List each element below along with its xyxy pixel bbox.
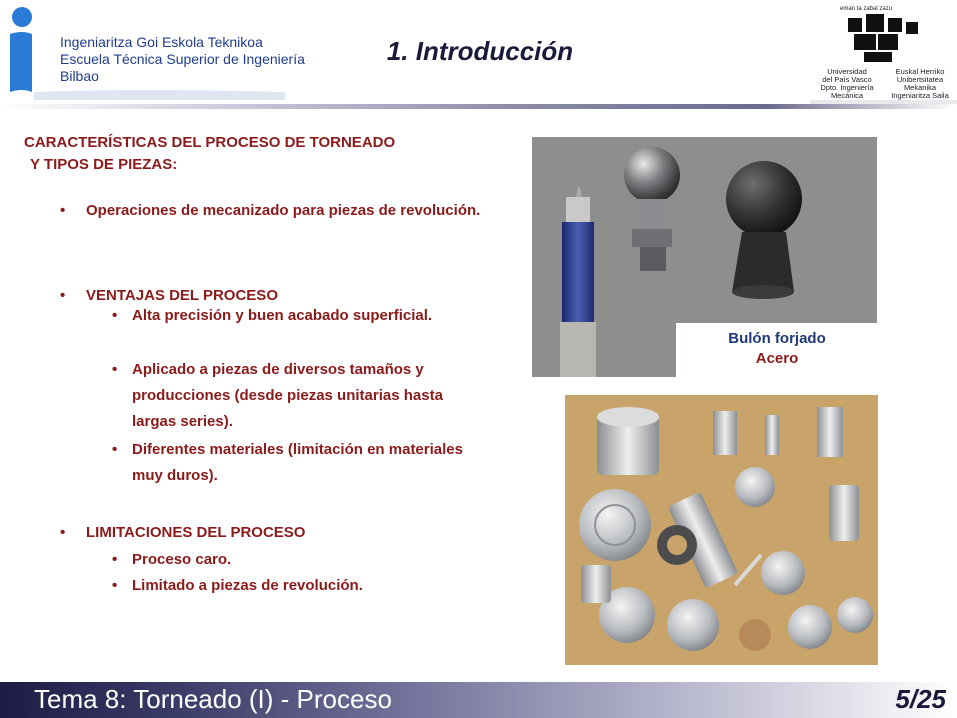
dept-line: Unibertsitatea xyxy=(896,75,944,84)
dept-line: Euskal Herriko xyxy=(895,67,945,76)
dept-line: Dpto. Ingeniería xyxy=(820,83,874,92)
school-name-line: Escuela Técnica Superior de Ingeniería xyxy=(60,51,305,67)
turned-parts-illustration xyxy=(565,395,878,665)
section-heading-line: CARACTERÍSTICAS DEL PROCESO DE TORNEADO xyxy=(24,134,396,151)
sub-bullet-text: Proceso caro. xyxy=(132,551,232,568)
bullet-item xyxy=(60,520,500,546)
bullet-icon: • xyxy=(112,441,118,458)
section-heading-line: Y TIPOS DE PIEZAS: xyxy=(30,156,178,173)
dept-line: Mekanika xyxy=(903,83,937,92)
university-tagline: eman ta zabal zazu xyxy=(840,6,893,12)
header-divider xyxy=(0,104,957,109)
school-name-line: Ingeniaritza Goi Eskola Teknikoa xyxy=(60,34,263,50)
sub-bullet-item xyxy=(112,357,472,435)
bullet-icon: • xyxy=(112,577,118,594)
photo-caption xyxy=(676,323,878,377)
sub-bullet-item xyxy=(112,437,472,489)
sub-bullet-text: Diferentes materiales (limitación en materiales muy duros). xyxy=(132,441,463,484)
sub-bullet-item xyxy=(112,547,472,573)
bullet-text: LIMITACIONES DEL PROCESO xyxy=(86,524,306,541)
section-heading xyxy=(24,132,494,176)
bullet-text: VENTAJAS DEL PROCESO xyxy=(86,287,278,304)
university-dept-eu xyxy=(885,68,955,100)
footer-title: Tema 8: Torneado (I) - Proceso xyxy=(34,684,392,714)
sub-bullet-item xyxy=(112,573,472,599)
slide-header xyxy=(0,0,957,112)
page-number: 5/25 xyxy=(895,684,946,714)
bullet-item xyxy=(60,198,500,224)
sub-bullet-text: Alta precisión y buen acabado superficial. xyxy=(132,307,433,324)
slide-title: 1. Introducción xyxy=(386,36,574,66)
bullet-icon: • xyxy=(112,551,118,568)
caption-material: Acero xyxy=(755,350,799,367)
dept-line: Mecánica xyxy=(830,91,864,100)
bullet-icon: • xyxy=(112,307,118,324)
dept-line: Ingeniaritza Saila xyxy=(891,91,949,100)
school-name-line: Bilbao xyxy=(60,68,99,84)
university-dept-es xyxy=(812,68,882,100)
turned-parts-photo xyxy=(565,395,878,665)
bullet-icon: • xyxy=(60,524,66,541)
bullet-text: Operaciones de mecanizado para piezas de revolución. xyxy=(86,202,481,219)
dept-line: del País Vasco xyxy=(822,75,872,84)
sub-bullet-text: Limitado a piezas de revolución. xyxy=(132,577,363,594)
dept-line: Universidad xyxy=(827,67,867,76)
sub-bullet-text: Aplicado a piezas de diversos tamaños y producciones (desde piezas unitarias hasta largas series). xyxy=(132,361,443,430)
school-name xyxy=(60,34,305,85)
bullet-icon: • xyxy=(60,287,66,304)
bullet-icon: • xyxy=(60,202,66,219)
bullet-icon: • xyxy=(112,361,118,378)
sub-bullet-item xyxy=(112,303,472,329)
caption-title: Bulón forjado xyxy=(728,330,826,347)
